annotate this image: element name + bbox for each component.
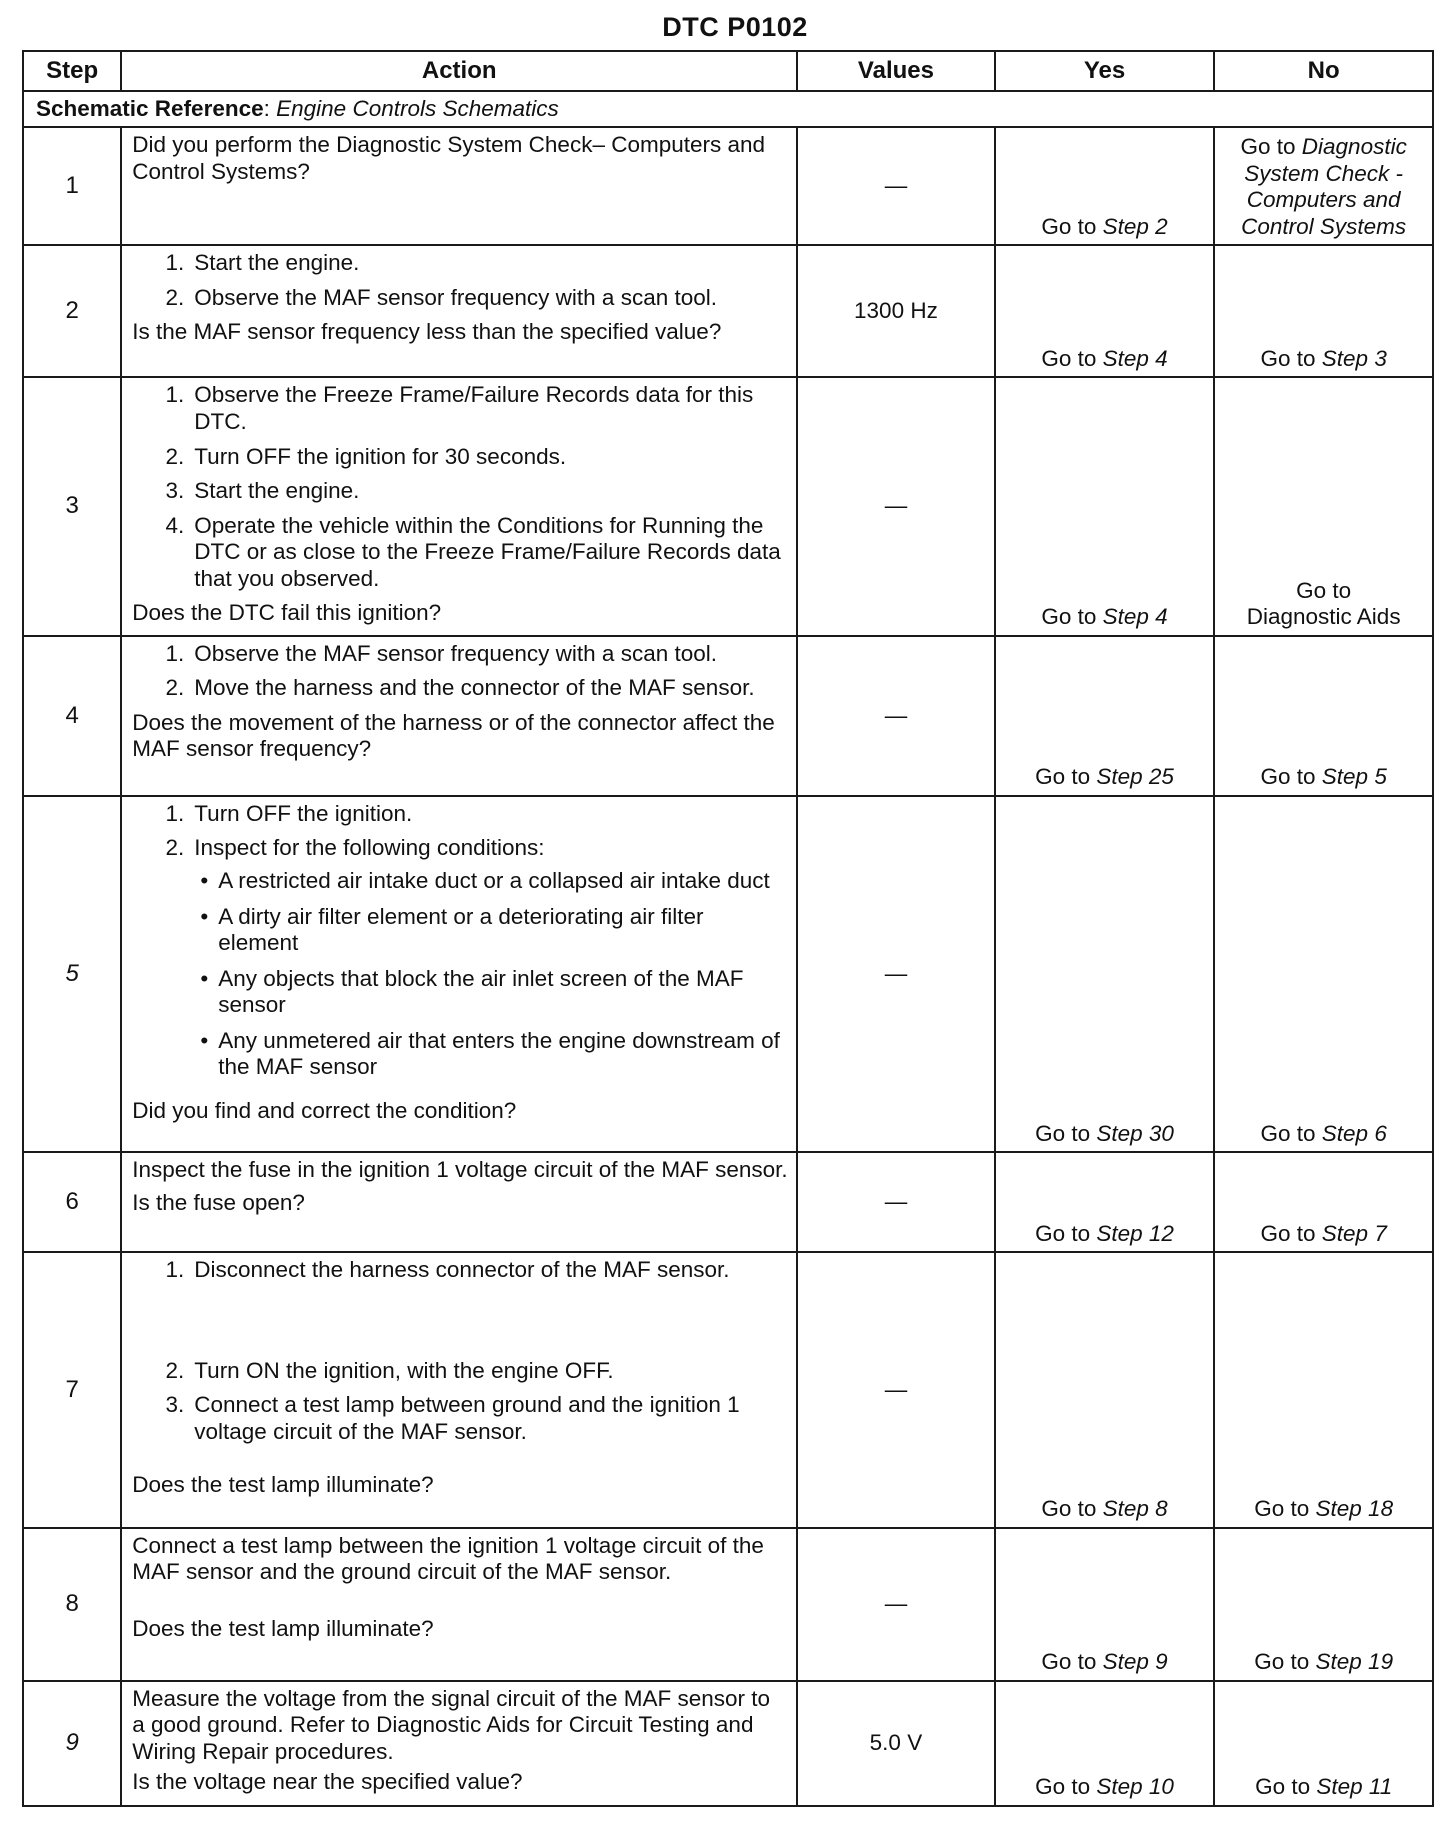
diagnostic-table	[22, 50, 1434, 1807]
no-cell: Go to Step 7	[1214, 1152, 1433, 1252]
value-cell: —	[797, 636, 995, 796]
action-question: Did you find and correct the condition?	[132, 1097, 517, 1123]
table-row	[23, 377, 1433, 635]
action-text: Measure the voltage from the signal circuit of the MAF sensor to a good ground. Refer to Diagnostic Aids for Circuit Testing and Wiring Repair procedures.	[132, 1685, 771, 1764]
action-step: 3. Connect a test lamp between ground and the ignition 1 voltage circuit of the MAF sensor.	[165, 1392, 740, 1444]
value-cell: —	[797, 796, 995, 1152]
action-step: 2. Inspect for the following conditions: • A restricted air intake duct or a collapsed air intake duct • A dirty air filter element or a deteriorating air filter element • Any objects that block the air inlet screen of the MAF sensor • Any unmetered air that enters the engine downstream of the MAF sensor	[132, 835, 788, 1089]
yes-link[interactable]: Step 12	[1096, 1220, 1174, 1246]
action-cell	[121, 796, 797, 1152]
yes-cell: Go to Step 30	[995, 796, 1215, 1152]
header-row	[23, 51, 1433, 91]
no-link[interactable]: Step 3	[1321, 345, 1387, 371]
action-step: 1. Observe the Freeze Frame/Failure Records data for this DTC.	[165, 382, 754, 435]
condition-item: • A dirty air filter element or a deteriorating air filter element	[200, 903, 704, 956]
action-cell	[121, 127, 797, 245]
action-cell	[121, 1252, 797, 1527]
action-steps	[132, 1257, 788, 1445]
header-yes: Yes	[995, 51, 1215, 91]
no-cell: Go to Step 19	[1214, 1528, 1433, 1681]
yes-link[interactable]: Step 10	[1096, 1774, 1174, 1800]
step-number: 8	[23, 1528, 121, 1681]
step-number: 6	[23, 1152, 121, 1252]
value-cell: —	[797, 377, 995, 635]
yes-cell: Go to Step 25	[995, 636, 1215, 796]
header-no: No	[1214, 51, 1433, 91]
step-number: 4	[23, 636, 121, 796]
step-number: 2	[23, 245, 121, 377]
no-cell: Go to Step 3	[1214, 245, 1433, 377]
yes-cell: Go to Step 2	[995, 127, 1215, 245]
condition-item: • A restricted air intake duct or a collapsed air intake duct	[200, 867, 770, 893]
no-link[interactable]: Step 18	[1315, 1496, 1394, 1522]
table-row	[23, 636, 1433, 796]
action-question: Is the MAF sensor frequency less than the specified value?	[132, 319, 722, 345]
yes-cell: Go to Step 10	[995, 1681, 1215, 1806]
action-steps	[132, 250, 788, 311]
schematic-label: Schematic Reference	[36, 95, 264, 121]
yes-link[interactable]: Step 2	[1102, 213, 1168, 239]
schematic-reference: Schematic Reference: Engine Controls Schematics	[23, 91, 1433, 127]
condition-item: • Any objects that block the air inlet screen of the MAF sensor	[200, 965, 744, 1018]
no-cell: Go to Diagnostic Aids	[1214, 377, 1433, 635]
yes-cell: Go to Step 8	[995, 1252, 1215, 1527]
no-link[interactable]: Diagnostic Aids	[1246, 604, 1401, 630]
action-question: Does the movement of the harness or of the connector affect the MAF sensor frequency?	[132, 709, 775, 762]
action-steps	[132, 641, 788, 702]
no-cell: Go to Step 6	[1214, 796, 1433, 1152]
action-step: 2. Move the harness and the connector of the MAF sensor.	[165, 675, 755, 701]
yes-cell: Go to Step 4	[995, 245, 1215, 377]
value-cell: —	[797, 1152, 995, 1252]
value-cell: —	[797, 1528, 995, 1681]
step-number: 5	[23, 796, 121, 1152]
no-cell: Go to Step 5	[1214, 636, 1433, 796]
table-row	[23, 1152, 1433, 1252]
action-text: Did you perform the Diagnostic System Check– Computers and Control Systems?	[132, 132, 766, 184]
yes-cell: Go to Step 9	[995, 1528, 1215, 1681]
no-link[interactable]: Diagnostic System Check - Computers and Control Systems	[1241, 134, 1407, 239]
action-text: Inspect the fuse in the ignition 1 voltage circuit of the MAF sensor.	[132, 1157, 788, 1183]
yes-link[interactable]: Step 4	[1102, 345, 1168, 371]
action-steps	[132, 382, 788, 592]
action-cell	[121, 1681, 797, 1806]
table-row	[23, 127, 1433, 245]
schematic-reference-row	[23, 91, 1433, 127]
header-step: Step	[23, 51, 121, 91]
action-cell	[121, 1152, 797, 1252]
table-row	[23, 1528, 1433, 1681]
condition-list	[194, 868, 788, 1081]
no-cell: Go to Step 11	[1214, 1681, 1433, 1806]
table-row	[23, 796, 1433, 1152]
step-number: 3	[23, 377, 121, 635]
action-text: Connect a test lamp between the ignition 1 voltage circuit of the MAF sensor and the ground circuit of the MAF sensor.	[132, 1532, 764, 1585]
step-number: 1	[23, 127, 121, 245]
action-step: 2. Turn OFF the ignition for 30 seconds.	[165, 443, 567, 469]
yes-link[interactable]: Step 25	[1096, 764, 1174, 790]
value-cell: 5.0 V	[797, 1681, 995, 1806]
table-row	[23, 1252, 1433, 1527]
action-cell	[121, 377, 797, 635]
action-question: Does the DTC fail this ignition?	[132, 600, 442, 626]
yes-link[interactable]: Step 4	[1102, 604, 1168, 630]
no-link[interactable]: Step 6	[1321, 1120, 1387, 1146]
action-step: 1. Start the engine.	[165, 250, 360, 276]
value-cell: —	[797, 1252, 995, 1527]
step-number: 9	[23, 1681, 121, 1806]
table-row	[23, 245, 1433, 377]
document-title: DTC P0102	[662, 12, 808, 42]
no-link[interactable]: Step 7	[1321, 1220, 1387, 1246]
action-step: 2. Observe the MAF sensor frequency with a scan tool.	[165, 284, 718, 310]
yes-link[interactable]: Step 9	[1102, 1649, 1168, 1675]
action-cell	[121, 245, 797, 377]
yes-link[interactable]: Step 30	[1096, 1120, 1174, 1146]
action-step: 4. Operate the vehicle within the Conditions for Running the DTC or as close to the Freeze Frame/Failure Records data that you observed.	[165, 512, 781, 591]
no-link[interactable]: Step 5	[1321, 764, 1387, 790]
no-link[interactable]: Step 19	[1315, 1649, 1394, 1675]
no-link[interactable]: Step 11	[1316, 1774, 1393, 1800]
condition-item: • Any unmetered air that enters the engine downstream of the MAF sensor	[200, 1027, 780, 1080]
no-cell: Go to Step 18	[1214, 1252, 1433, 1527]
action-step: 1. Turn OFF the ignition.	[165, 800, 413, 826]
action-steps	[132, 801, 788, 1090]
action-question: Is the voltage near the specified value?	[132, 1769, 523, 1795]
value-cell: —	[797, 127, 995, 245]
yes-cell: Go to Step 12	[995, 1152, 1215, 1252]
action-question: Does the test lamp illuminate?	[132, 1471, 434, 1497]
action-cell	[121, 1528, 797, 1681]
action-step: 3. Start the engine.	[165, 478, 360, 504]
action-step: 2. Turn ON the ignition, with the engine OFF.	[165, 1357, 614, 1383]
action-step: 1. Disconnect the harness connector of the MAF sensor.	[165, 1257, 730, 1283]
header-values: Values	[797, 51, 995, 91]
value-cell: 1300 Hz	[797, 245, 995, 377]
yes-link[interactable]: Step 8	[1102, 1496, 1168, 1522]
header-action: Action	[121, 51, 797, 91]
schematic-link[interactable]: Engine Controls Schematics	[276, 95, 559, 121]
yes-cell: Go to Step 4	[995, 377, 1215, 635]
action-step: 1. Observe the MAF sensor frequency with a scan tool.	[165, 640, 718, 666]
action-cell	[121, 636, 797, 796]
action-question: Is the fuse open?	[132, 1189, 305, 1215]
action-question: Does the test lamp illuminate?	[132, 1615, 434, 1641]
table-row	[23, 1681, 1433, 1806]
step-number: 7	[23, 1252, 121, 1527]
no-cell: Go to Diagnostic System Check - Computers and Control Systems	[1214, 127, 1433, 245]
